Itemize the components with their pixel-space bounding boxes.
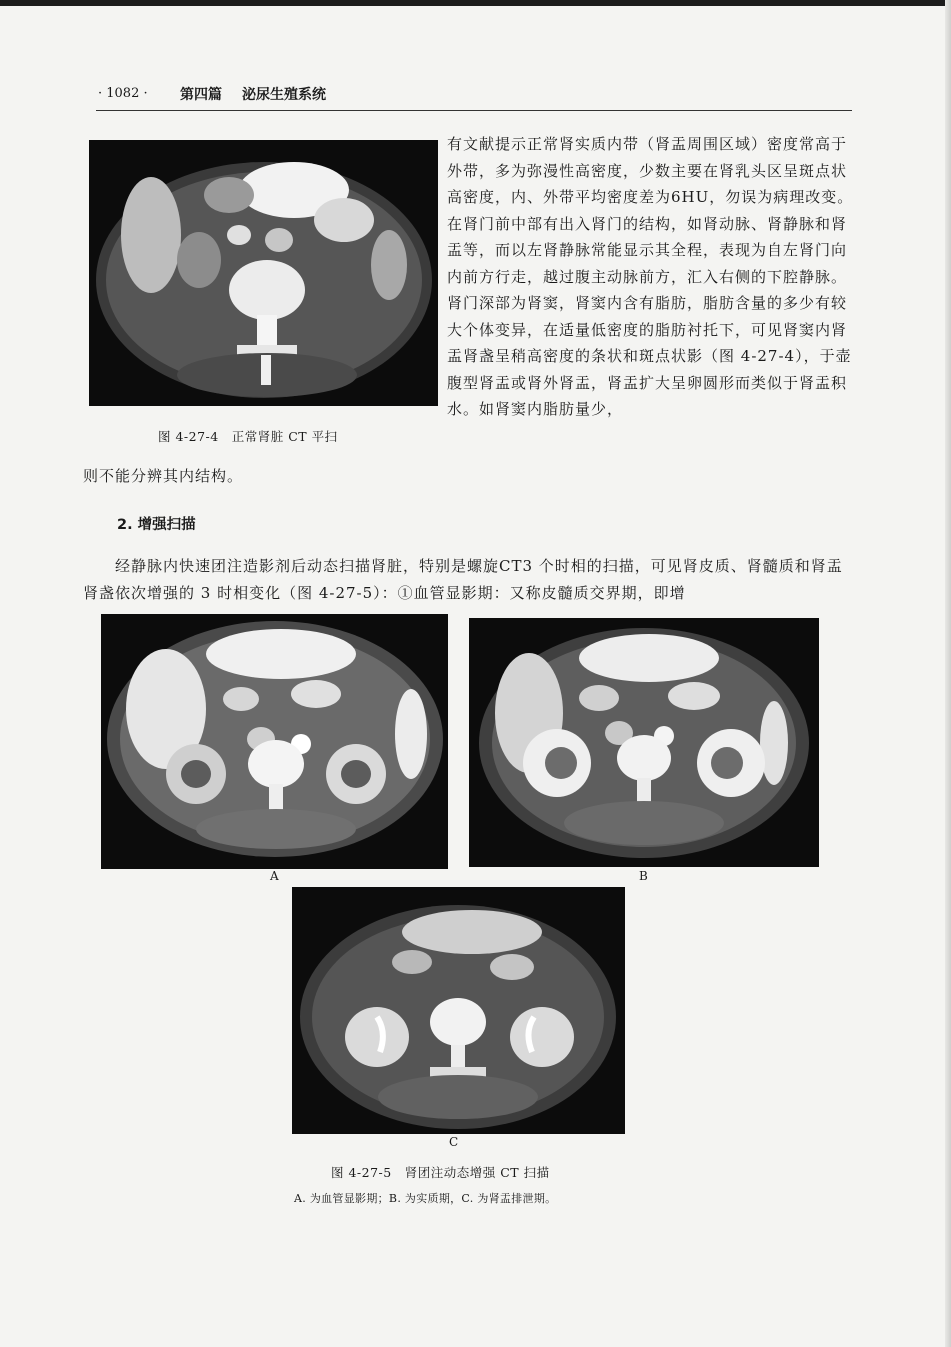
figure-4-27-5-caption: 图 4-27-5 肾团注动态增强 CT 扫描 xyxy=(331,1165,550,1180)
continuation-paragraph: 则不能分辨其内结构。 xyxy=(83,467,244,485)
subsection-heading: 2. 增强扫描 xyxy=(117,517,196,533)
figure-4-27-5-subcaption: A. 为血管显影期；B. 为实质期，C. 为肾盂排泄期。 xyxy=(294,1192,557,1205)
figure-label-a: A xyxy=(270,869,279,883)
figure-4-27-4-caption: 图 4-27-4 正常肾脏 CT 平扫 xyxy=(158,429,338,444)
figure-label-c: C xyxy=(449,1135,459,1149)
ct-image-b-parenchymal-phase xyxy=(469,618,819,867)
page-number: · 1082 · xyxy=(98,86,148,101)
section-title: 泌尿生殖系统 xyxy=(242,87,326,103)
ct-image-plain-scan xyxy=(89,140,438,406)
ct-image-a-vascular-phase xyxy=(101,614,448,869)
part-title: 第四篇 xyxy=(180,87,222,103)
right-column-paragraph: 有文献提示正常肾实质内带（肾盂周围区域）密度常高于外带，多为弥漫性高密度，少数主要在肾乳头区呈斑点状高密度，内、外带平均密度差为6HU，勿误为病理改变。在肾门前中部有出入肾门的结构，如肾动脉、肾静脉和肾盂等，而以左肾静脉常能显示其全程，表现为自左肾门向内前方行走，越过腹主动脉前方，汇入右侧的下腔静脉。肾门深部为肾窦，肾窦内含有脂肪，脂肪含量的多少有较大个体变异，在适量低密度的脂肪衬托下，可见肾窦内肾盂肾盏呈稍高密度的条状和斑点状影（图 4-27-4），于壶腹型肾盂或肾外肾盂，肾盂扩大呈卵圆形而类似于肾盂积水。如肾窦内脂肪量少， xyxy=(447,135,854,418)
enhanced-scan-paragraph: 经静脉内快速团注造影剂后动态扫描肾脏，特别是螺旋CT3 个时相的扫描，可见肾皮质、肾髓质和肾盂肾盏依次增强的 3 时相变化（图 4-27-5）：①血管显影期：又称皮髓质交界期，即增 xyxy=(83,557,843,602)
page-right-edge xyxy=(945,0,951,1347)
page-top-edge xyxy=(0,0,951,6)
running-header xyxy=(96,82,852,111)
ct-image-c-excretory-phase xyxy=(292,887,625,1134)
figure-label-b: B xyxy=(639,869,648,883)
